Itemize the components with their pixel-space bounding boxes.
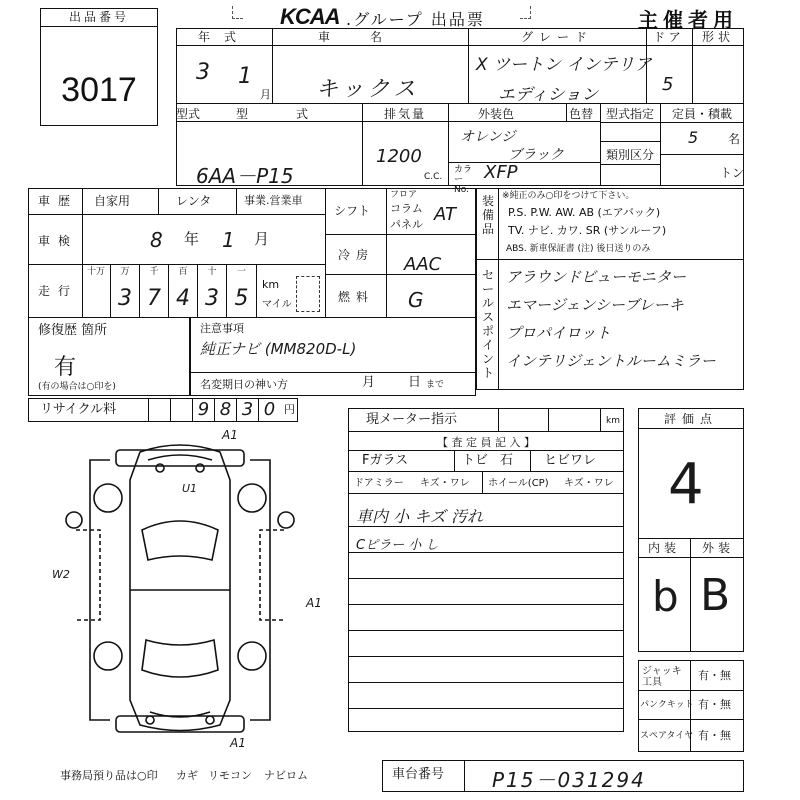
fuel-label: 燃料	[338, 290, 375, 304]
row2-mid-lines	[600, 122, 660, 142]
repair-note: (有の場合は○印を)	[38, 382, 116, 392]
interior-score-value: b	[652, 572, 679, 621]
spare-label: スペアタイヤ	[640, 731, 694, 741]
floor-label: フロア	[390, 190, 418, 200]
mech-label-col	[386, 188, 387, 318]
diagram-mark-front: A1	[222, 428, 238, 442]
recycle-digit-value: 8	[219, 399, 232, 420]
color-no-label: カラー No.	[454, 165, 473, 195]
sales-point-item: インテリジェントルームミラー	[506, 352, 716, 370]
model-label-extra: 型 式	[236, 107, 309, 121]
exterior-label: 外装色	[478, 107, 515, 121]
recycle-unit: 円	[284, 403, 295, 416]
equip-label-col	[498, 188, 499, 260]
mileage-digit-label: 一	[236, 267, 246, 277]
name-change-label: 名変期日の神い方	[200, 378, 288, 391]
diagram-mark-rear: A1	[230, 736, 246, 750]
row2-div-d	[600, 104, 601, 186]
lot-number-value: 3017	[61, 71, 137, 109]
ruled-line	[348, 630, 624, 631]
inspector-note-1: 車内 小 キズ 汚れ	[356, 507, 483, 526]
km-label: km	[262, 278, 280, 291]
category-label: 類別区分	[606, 148, 655, 162]
year-value: 3	[196, 60, 210, 85]
rental-label: レンタ	[176, 194, 212, 208]
capacity-value: 5	[688, 128, 699, 147]
mileage-digit-cell	[82, 264, 111, 318]
shaken-year-value: 8	[150, 228, 163, 252]
private-label: 自家用	[94, 194, 131, 208]
mileage-digit-label: 千	[149, 267, 159, 277]
caution-value: 純正ナビ (MM820D-L)	[200, 340, 357, 358]
door-mirror-options: キズ・ワレ	[420, 478, 470, 489]
office-note: 事務局預り品は○印	[60, 769, 158, 782]
mileage-unit-div	[256, 264, 257, 318]
car-name-label: 車名	[317, 30, 422, 44]
spare-options: 有・無	[698, 729, 731, 742]
mile-checkbox[interactable]	[296, 276, 320, 312]
equipment-line-3: ABS. 新車保証書 (注) 後日送りのみ	[506, 244, 651, 254]
mileage-digit-value: 5	[234, 286, 249, 311]
overall-score-label: 評価点	[663, 412, 718, 426]
ruled-line	[348, 578, 624, 579]
column-label: コラム	[390, 202, 423, 215]
diagram-mark-right: A1	[306, 596, 322, 610]
name-change-month: 月	[362, 375, 376, 390]
row2-cap-line	[660, 122, 744, 123]
ac-label: 冷房	[338, 248, 375, 262]
doors-value: 5	[662, 74, 674, 95]
mile-label: マイル	[262, 299, 292, 310]
ruled-line	[348, 552, 624, 553]
color-change-label: 色替	[569, 107, 594, 121]
capacity-unit: 名	[728, 132, 741, 146]
panel-label: パネル	[390, 218, 423, 231]
exterior-score-label: 外装	[702, 541, 735, 555]
recycle-digit-cell	[170, 398, 192, 422]
lot-number-label: 出品番号	[41, 9, 157, 27]
row2-low-line	[600, 164, 660, 165]
ton-unit: トン	[720, 166, 745, 180]
stone-label: 石	[500, 453, 514, 468]
shaken-label: 車検	[38, 234, 79, 248]
mech-line-2	[326, 274, 476, 275]
fglass-label: Fガラス	[362, 453, 409, 468]
fglass-div-a	[454, 450, 455, 472]
car-diagram	[30, 420, 330, 760]
repair-label: 修復歴 箇所	[38, 323, 108, 338]
history-line-1	[28, 214, 326, 215]
recycle-digit-cell	[192, 398, 214, 422]
grade-label: グレード	[520, 30, 593, 44]
mileage-digit-label: 十	[207, 267, 217, 277]
sales-point-item: プロパイロット	[506, 324, 611, 342]
capacity-label: 定員・積載	[672, 107, 733, 121]
shaken-month-value: 1	[222, 228, 235, 252]
exterior-value-2: ブラック	[508, 147, 564, 163]
shape-label: 形状	[701, 30, 734, 44]
chassis-div	[464, 760, 465, 792]
row2-div-c	[566, 104, 567, 122]
type-designation-label: 型式指定	[606, 107, 655, 121]
ruled-line	[348, 604, 624, 605]
shaken-month-unit: 月	[254, 230, 270, 248]
diagram-mark-hood: U1	[182, 482, 198, 495]
mileage-digit-label: 百	[178, 267, 188, 277]
displacement-label: 排気量	[383, 107, 426, 121]
model-value: 6AA－P15	[196, 164, 294, 188]
car-name-value: キックス	[316, 77, 420, 102]
equipment-label: 装備品	[481, 194, 494, 236]
mileage-digit-label: 十万	[86, 267, 105, 277]
mileage-digit-value: 4	[176, 286, 190, 311]
interior-label: 内装	[648, 541, 681, 555]
key-label: カギ	[176, 769, 198, 782]
mileage-digit-value: 3	[205, 286, 219, 311]
dashed-stamp-area-right	[520, 6, 531, 19]
row2-div-e	[660, 104, 661, 186]
fuel-value: G	[408, 288, 424, 312]
displacement-value: 1200	[376, 146, 422, 167]
shaken-year-unit: 年	[184, 230, 200, 248]
dashed-stamp-area	[232, 6, 243, 19]
equipment-line-2: TV. ナビ. カワ. SR (サンルーフ)	[508, 224, 667, 237]
mileage-digit-label: 万	[120, 267, 130, 277]
exterior-score-value: B	[700, 570, 731, 621]
recycle-digit-value: 3	[241, 399, 254, 420]
recycle-digit-cell	[148, 398, 170, 422]
caution-label: 注意事項	[200, 322, 244, 335]
name-change-day: 日	[408, 375, 422, 390]
grade-value-2: エディション	[498, 85, 599, 105]
row2-div-b	[448, 104, 449, 186]
row2-ton-line	[660, 154, 744, 155]
mileage-digit-cell	[111, 264, 140, 318]
inspector-note-2: Cピラー 小 し	[356, 538, 439, 553]
ruled-line	[348, 682, 624, 683]
mileage-digit-cell	[140, 264, 169, 318]
header-title: .グループ 出品票	[346, 10, 485, 29]
wheel-label: ホイール(CP)	[488, 478, 549, 489]
crack-label: ヒビワレ	[544, 453, 597, 468]
sales-points-label: セールスポイント	[481, 268, 494, 380]
meter-div-c	[600, 408, 601, 432]
kcaa-logo: KCAA	[280, 4, 340, 29]
jack-options: 有・無	[698, 669, 731, 682]
mileage-digit-cell	[169, 264, 198, 318]
business-label: 事業.営業車	[244, 194, 303, 207]
tobi-label: トビ	[462, 453, 489, 468]
puncture-options: 有・無	[698, 698, 731, 711]
meter-div-b	[548, 408, 549, 432]
ruled-line	[348, 708, 624, 709]
jack-label: ジャッキ 工具	[642, 666, 682, 688]
sales-point-item: アラウンドビューモニター	[506, 268, 687, 286]
organizer-label: 主催者用	[638, 8, 738, 32]
meter-unit: km	[606, 416, 620, 426]
sales-point-item: エマージェンシーブレーキ	[506, 296, 684, 314]
fglass-div-b	[530, 450, 531, 472]
puncture-label: パンクキット	[640, 700, 694, 710]
navirom-label: ナビロム	[264, 769, 308, 782]
recycle-label: リサイクル料	[40, 402, 117, 417]
month-value: 1	[238, 64, 252, 89]
meter-label: 現メーター指示	[366, 412, 458, 427]
recycle-digit-value: 0	[263, 399, 276, 420]
lot-number-box	[40, 8, 158, 126]
mirror-div	[482, 472, 483, 494]
history-div-b	[236, 188, 237, 214]
overall-score-value: 4	[668, 452, 704, 517]
door-mirror-label: ドアミラー	[354, 478, 404, 489]
history-div-a	[158, 188, 159, 214]
wheel-options: キズ・ワレ	[564, 478, 614, 489]
remote-label: リモコン	[208, 769, 252, 782]
chassis-label: 車台番号	[392, 767, 445, 782]
repair-value: 有	[54, 355, 77, 380]
cc-unit: C.C.	[424, 172, 443, 182]
mileage-digit-value: 3	[118, 286, 132, 311]
mileage-digit-value: 7	[147, 286, 161, 311]
ruled-line	[348, 526, 624, 527]
score-line-1	[638, 428, 744, 429]
chassis-value: P15－031294	[492, 768, 646, 792]
shift-label: シフト	[334, 204, 371, 218]
color-no-line	[448, 162, 600, 163]
score-div	[690, 538, 691, 652]
recycle-digit-cell	[236, 398, 258, 422]
month-unit: 月	[260, 88, 271, 101]
mileage-digit-cell	[198, 264, 227, 318]
mech-line-1	[326, 234, 476, 235]
name-change-until: まで	[426, 380, 445, 390]
exterior-value-1: オレンジ	[460, 129, 516, 145]
recycle-digit-value: 9	[197, 399, 210, 420]
inspector-title: 【 査 定 員 記 入 】	[437, 436, 535, 449]
recycle-digit-cell	[258, 398, 280, 422]
caution-line	[190, 372, 476, 373]
meter-div-a	[498, 408, 499, 432]
recycle-digit-cell	[214, 398, 236, 422]
color-no-value: XFP	[484, 162, 518, 183]
diagram-mark-left: W2	[52, 568, 70, 581]
model-label: 型式	[176, 107, 201, 121]
ac-value: AAC	[404, 254, 442, 275]
equipment-line-1: P.S. P.W. AW. AB (エアバック)	[508, 206, 661, 219]
mileage-digit-cell	[227, 264, 256, 318]
grade-value-1: X ツートン インテリア	[476, 55, 652, 75]
year-label: 年式	[197, 30, 250, 44]
mileage-label: 走行	[38, 284, 79, 298]
equipment-note: ※純正のみ○印をつけて下さい。	[502, 191, 635, 201]
history-label: 車歴	[38, 194, 79, 208]
shift-value: AT	[434, 204, 456, 225]
sales-label-col	[498, 260, 499, 390]
doors-label: ドア	[653, 30, 685, 44]
ruled-line	[348, 656, 624, 657]
